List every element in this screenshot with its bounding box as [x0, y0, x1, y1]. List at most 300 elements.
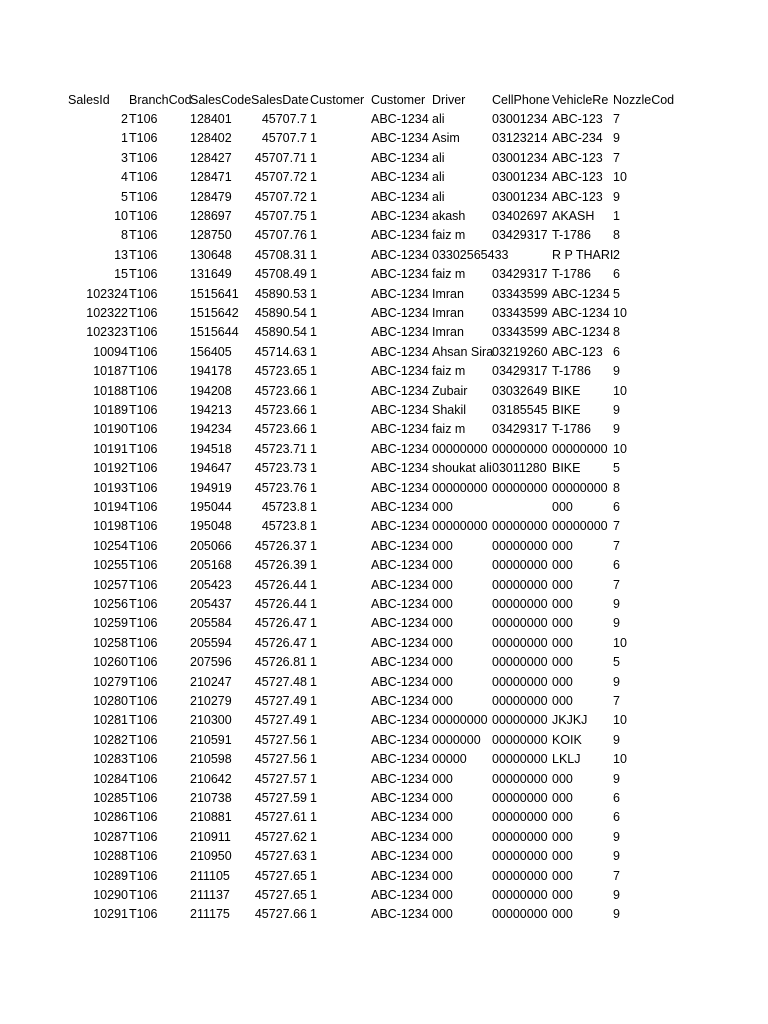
cell-driver: 000	[432, 635, 453, 650]
cell-customer-id: 1	[310, 189, 317, 204]
cell-branchcode: T106	[129, 713, 158, 728]
cell-driver: 000	[432, 597, 453, 611]
cell-salescode: 210950	[190, 849, 232, 864]
cell-salesid: 10289	[93, 868, 128, 883]
table-row	[0, 246, 768, 265]
cell-driver: 000	[432, 829, 453, 844]
cell-branchcode: T106	[129, 519, 158, 534]
cell-customer: ABC-1234	[371, 655, 429, 670]
table-row	[0, 653, 768, 672]
table-row	[0, 711, 768, 730]
cell-nozzle-code: 7	[613, 868, 620, 883]
cell-nozzle-code: 9	[613, 422, 620, 437]
cell-salesdate: 45708.49	[254, 267, 307, 282]
cell-nozzle-code: 7	[613, 538, 620, 553]
cell-salesid: 3	[121, 150, 128, 165]
cell-branchcode: T106	[129, 771, 158, 786]
cell-salesdate: 45723.66	[254, 422, 307, 437]
cell-salesdate: 45727.56	[254, 752, 307, 767]
cell-salescode: 210300	[190, 713, 232, 728]
cell-driver: 00000000	[432, 441, 488, 456]
cell-customer-id: 1	[310, 325, 317, 340]
table-row	[0, 401, 768, 420]
cell-driver: ali	[432, 112, 445, 126]
cell-salesdate: 45723.8	[261, 500, 307, 514]
cell-driver: 00000	[432, 752, 467, 767]
cell-cellphone: 00000000	[492, 538, 548, 553]
cell-salescode: 194234	[190, 422, 232, 437]
cell-customer: ABC-1234	[371, 791, 429, 805]
cell-cellphone: 03185545	[492, 403, 548, 417]
table-row	[0, 304, 768, 323]
cell-cellphone: 03343599	[492, 286, 548, 301]
cell-customer-id: 1	[310, 597, 317, 611]
cell-driver: 00000000	[432, 480, 488, 495]
cell-customer: ABC-1234	[371, 538, 429, 553]
cell-vehicle-reg: 000	[552, 635, 573, 650]
cell-nozzle-code: 9	[613, 616, 620, 631]
cell-branchcode: T106	[129, 732, 158, 747]
cell-customer: ABC-1234	[371, 461, 429, 476]
cell-salesdate: 45723.76	[254, 480, 307, 495]
cell-salesid: 10283	[93, 752, 128, 767]
cell-driver: 000	[432, 888, 453, 902]
cell-customer-id: 1	[310, 907, 317, 922]
cell-branchcode: T106	[129, 791, 158, 805]
table-row	[0, 905, 768, 924]
cell-salesid: 1	[121, 131, 128, 146]
cell-customer-id: 1	[310, 306, 317, 320]
cell-nozzle-code: 10	[613, 306, 627, 320]
cell-customer-id: 1	[310, 752, 317, 767]
cell-customer-id: 1	[310, 461, 317, 476]
cell-salescode: 194647	[190, 461, 232, 476]
header-salesdate: SalesDate	[251, 93, 309, 107]
cell-branchcode: T106	[129, 189, 158, 204]
cell-customer-id: 1	[310, 829, 317, 844]
cell-driver: Shakil	[432, 403, 467, 417]
table-row	[0, 479, 768, 498]
cell-driver: 000	[432, 791, 453, 805]
cell-customer: ABC-1234	[371, 732, 429, 747]
cell-salesid: 10198	[93, 519, 128, 534]
cell-salesdate: 45726.39	[254, 558, 307, 573]
cell-nozzle-code: 9	[613, 907, 620, 922]
cell-customer: ABC-1234	[371, 480, 429, 495]
table-row	[0, 692, 768, 711]
cell-vehicle-reg: JKJKJ	[552, 713, 588, 728]
cell-nozzle-code: 6	[613, 267, 620, 282]
cell-customer-id: 1	[310, 383, 317, 398]
cell-driver: 000	[432, 810, 453, 825]
cell-branchcode: T106	[129, 597, 158, 611]
cell-vehicle-reg: 000	[552, 500, 573, 514]
cell-customer: ABC-1234	[371, 441, 429, 456]
cell-customer: ABC-1234	[371, 170, 429, 185]
cell-salescode: 210738	[190, 791, 232, 805]
cell-branchcode: T106	[129, 112, 158, 126]
cell-vehicle-reg: 000	[552, 616, 573, 631]
cell-customer-id: 1	[310, 849, 317, 864]
cell-branchcode: T106	[129, 829, 158, 844]
cell-salesdate: 45723.73	[254, 461, 307, 476]
cell-branchcode: T106	[129, 752, 158, 767]
cell-customer-id: 1	[310, 247, 317, 262]
cell-cellphone: 03429317	[492, 422, 548, 437]
cell-driver: Imran	[432, 306, 464, 320]
cell-vehicle-reg: 000	[552, 538, 573, 553]
cell-cellphone: 00000000	[492, 674, 548, 689]
cell-customer: ABC-1234	[371, 868, 429, 883]
cell-nozzle-code: 6	[613, 344, 620, 359]
cell-driver: 000	[432, 771, 453, 786]
cell-salescode: 205168	[190, 558, 232, 573]
cell-cellphone: 00000000	[492, 849, 548, 864]
cell-salesdate: 45726.44	[254, 597, 307, 611]
table-row	[0, 537, 768, 556]
header-row	[0, 91, 768, 110]
cell-cellphone: 03001234	[492, 189, 548, 204]
cell-nozzle-code: 7	[613, 112, 620, 126]
cell-customer: ABC-1234	[371, 771, 429, 786]
cell-salesid: 15	[114, 267, 128, 282]
table-row	[0, 498, 768, 517]
cell-vehicle-reg: T-1786	[552, 267, 591, 282]
cell-vehicle-reg: ABC-123	[552, 112, 603, 126]
cell-customer: ABC-1234	[371, 616, 429, 631]
cell-salescode: 210881	[190, 810, 232, 825]
cell-salesdate: 45707.72	[254, 189, 307, 204]
cell-cellphone: 00000000	[492, 694, 548, 708]
cell-driver: faiz m	[432, 228, 466, 243]
cell-driver: 03302565433	[432, 247, 509, 262]
cell-salesdate: 45707.71	[254, 150, 307, 165]
cell-salescode: 210591	[190, 732, 232, 747]
cell-branchcode: T106	[129, 655, 158, 670]
cell-customer: ABC-1234	[371, 247, 429, 262]
cell-customer-id: 1	[310, 732, 317, 747]
cell-salescode: 205066	[190, 538, 232, 553]
cell-cellphone: 00000000	[492, 713, 548, 728]
cell-customer-id: 1	[310, 538, 317, 553]
cell-cellphone: 00000000	[492, 752, 548, 767]
cell-driver: Asim	[432, 131, 460, 146]
table-row	[0, 323, 768, 342]
cell-branchcode: T106	[129, 907, 158, 922]
cell-customer: ABC-1234	[371, 635, 429, 650]
table-row	[0, 110, 768, 129]
table-row	[0, 595, 768, 614]
cell-salesdate: 45726.47	[254, 635, 307, 650]
cell-salescode: 128471	[190, 170, 232, 185]
cell-salesdate: 45726.44	[254, 577, 307, 592]
cell-cellphone: 03001234	[492, 112, 548, 126]
cell-vehicle-reg: BIKE	[552, 403, 581, 417]
header-driver: Driver	[432, 93, 466, 107]
cell-branchcode: T106	[129, 364, 158, 379]
cell-salesdate: 45707.76	[254, 228, 307, 243]
header-vehicle-reg: VehicleRe	[552, 93, 609, 107]
cell-salescode: 128402	[190, 131, 232, 146]
cell-branchcode: T106	[129, 131, 158, 146]
cell-vehicle-reg: BIKE	[552, 383, 581, 398]
cell-customer-id: 1	[310, 519, 317, 534]
cell-customer-id: 1	[310, 441, 317, 456]
cell-customer-id: 1	[310, 131, 317, 146]
cell-nozzle-code: 9	[613, 189, 620, 204]
cell-salescode: 205437	[190, 597, 232, 611]
cell-salesdate: 45723.66	[254, 383, 307, 398]
cell-nozzle-code: 8	[613, 325, 620, 340]
cell-salesdate: 45727.57	[254, 771, 307, 786]
cell-salescode: 211175	[190, 907, 230, 922]
table-row	[0, 634, 768, 653]
cell-nozzle-code: 9	[613, 888, 620, 902]
cell-customer: ABC-1234	[371, 674, 429, 689]
cell-salescode: 210911	[190, 829, 231, 844]
cell-salesid: 10189	[93, 403, 128, 417]
cell-salesid: 10255	[93, 558, 128, 573]
cell-vehicle-reg: 000	[552, 849, 573, 864]
cell-salescode: 194919	[190, 480, 232, 495]
cell-salescode: 211105	[190, 868, 230, 883]
cell-customer-id: 1	[310, 228, 317, 243]
cell-salesdate: 45708.31	[254, 247, 307, 262]
table-row	[0, 362, 768, 381]
cell-salesid: 10286	[93, 810, 128, 825]
cell-nozzle-code: 9	[613, 829, 620, 844]
cell-customer-id: 1	[310, 810, 317, 825]
cell-salesid: 2	[121, 112, 128, 126]
cell-cellphone: 03429317	[492, 267, 548, 282]
cell-branchcode: T106	[129, 694, 158, 708]
cell-salesid: 102323	[86, 325, 128, 340]
cell-salescode: 207596	[190, 655, 232, 670]
cell-driver: ali	[432, 170, 445, 185]
cell-driver: 000	[432, 558, 453, 573]
cell-branchcode: T106	[129, 422, 158, 437]
cell-nozzle-code: 9	[613, 131, 620, 146]
table-row	[0, 168, 768, 187]
cell-cellphone: 00000000	[492, 791, 548, 805]
cell-nozzle-code: 7	[613, 519, 620, 534]
table-row	[0, 828, 768, 847]
cell-driver: 000	[432, 616, 453, 631]
cell-vehicle-reg: 000	[552, 655, 573, 670]
cell-customer: ABC-1234	[371, 829, 429, 844]
cell-customer-id: 1	[310, 209, 317, 223]
table-row	[0, 886, 768, 905]
cell-customer: ABC-1234	[371, 577, 429, 592]
cell-customer: ABC-1234	[371, 752, 429, 767]
cell-cellphone	[492, 246, 552, 265]
cell-driver: 000	[432, 655, 453, 670]
cell-salescode: 205584	[190, 616, 232, 631]
cell-customer-id: 1	[310, 655, 317, 670]
cell-salesid: 10190	[93, 422, 128, 437]
table-row	[0, 770, 768, 789]
cell-vehicle-reg: 000	[552, 791, 573, 805]
cell-cellphone: 03343599	[492, 325, 548, 340]
cell-customer-id: 1	[310, 422, 317, 437]
cell-customer: ABC-1234	[371, 422, 429, 437]
cell-vehicle-reg: KOIK	[552, 732, 582, 747]
cell-nozzle-code: 5	[613, 655, 620, 670]
cell-salesdate: 45707.75	[254, 209, 307, 223]
cell-salescode: 195048	[190, 519, 232, 534]
table-row	[0, 673, 768, 692]
cell-customer: ABC-1234	[371, 209, 429, 223]
cell-vehicle-reg: 000	[552, 888, 573, 902]
cell-customer-id: 1	[310, 500, 317, 514]
table-row	[0, 420, 768, 439]
cell-vehicle-reg: 00000000	[552, 519, 608, 534]
table-row	[0, 285, 768, 304]
cell-branchcode: T106	[129, 480, 158, 495]
cell-driver: Imran	[432, 325, 464, 340]
cell-cellphone	[492, 498, 552, 517]
cell-salesdate: 45726.47	[254, 616, 307, 631]
cell-customer-id: 1	[310, 713, 317, 728]
cell-salesdate: 45727.65	[254, 868, 307, 883]
cell-salesid: 10288	[93, 849, 128, 864]
cell-cellphone: 00000000	[492, 519, 548, 534]
cell-salesid: 10193	[93, 480, 128, 495]
cell-nozzle-code: 10	[613, 635, 627, 650]
cell-salesid: 10191	[93, 441, 128, 456]
cell-salesid: 10287	[93, 829, 128, 844]
header-nozzle-code: NozzleCod	[613, 93, 675, 107]
header-salesid: SalesId	[68, 93, 110, 107]
cell-nozzle-code: 9	[613, 732, 620, 747]
header-customer: Customer	[371, 93, 426, 107]
cell-customer-id: 1	[310, 403, 317, 417]
cell-driver: faiz m	[432, 364, 466, 379]
cell-cellphone: 00000000	[492, 888, 548, 902]
cell-salesdate: 45707.72	[254, 170, 307, 185]
cell-salesid: 10260	[93, 655, 128, 670]
cell-cellphone: 03032649	[492, 383, 548, 398]
cell-customer-id: 1	[310, 868, 317, 883]
cell-cellphone: 03429317	[492, 228, 548, 243]
cell-cellphone: 00000000	[492, 732, 548, 747]
cell-branchcode: T106	[129, 209, 158, 223]
cell-customer-id: 1	[310, 364, 317, 379]
cell-driver: Ahsan Sira	[432, 344, 494, 359]
cell-salescode: 210642	[190, 771, 232, 786]
cell-cellphone: 03429317	[492, 364, 548, 379]
cell-driver: faiz m	[432, 422, 466, 437]
cell-salesdate: 45727.48	[254, 674, 307, 689]
cell-vehicle-reg: 000	[552, 558, 573, 573]
cell-salesid: 10257	[93, 577, 128, 592]
cell-driver: akash	[432, 209, 466, 223]
header-customer-id: Customer	[310, 93, 365, 107]
cell-nozzle-code: 9	[613, 597, 620, 611]
cell-branchcode: T106	[129, 325, 158, 340]
cell-customer-id: 1	[310, 694, 317, 708]
cell-branchcode: T106	[129, 228, 158, 243]
cell-cellphone: 03123214	[492, 131, 548, 146]
cell-vehicle-reg: 000	[552, 771, 573, 786]
cell-customer: ABC-1234	[371, 403, 429, 417]
cell-customer: ABC-1234	[371, 713, 429, 728]
cell-salesdate: 45723.66	[254, 403, 307, 417]
cell-customer-id: 1	[310, 791, 317, 805]
cell-customer: ABC-1234	[371, 597, 429, 611]
cell-nozzle-code: 6	[613, 810, 620, 825]
cell-nozzle-code: 6	[613, 500, 620, 514]
cell-customer: ABC-1234	[371, 907, 429, 922]
cell-salesid: 102324	[86, 286, 128, 301]
cell-branchcode: T106	[129, 170, 158, 185]
cell-vehicle-reg: 000	[552, 810, 573, 825]
cell-salesid: 10192	[93, 461, 128, 476]
header-branchcode: BranchCod	[129, 93, 192, 107]
cell-customer-id: 1	[310, 558, 317, 573]
cell-nozzle-code: 10	[613, 170, 627, 185]
cell-cellphone: 00000000	[492, 577, 548, 592]
cell-salesdate: 45726.37	[254, 538, 307, 553]
cell-customer: ABC-1234	[371, 383, 429, 398]
cell-customer: ABC-1234	[371, 849, 429, 864]
cell-nozzle-code: 9	[613, 771, 620, 786]
table-row	[0, 750, 768, 769]
cell-nozzle-code: 9	[613, 849, 620, 864]
cell-salescode: 1515641	[190, 286, 239, 301]
cell-salesdate: 45890.54	[254, 325, 307, 340]
cell-customer: ABC-1234	[371, 306, 429, 320]
cell-cellphone: 03001234	[492, 150, 548, 165]
table-row	[0, 382, 768, 401]
table-row	[0, 440, 768, 459]
cell-cellphone: 03011280	[492, 461, 547, 476]
cell-branchcode: T106	[129, 577, 158, 592]
cell-salesdate: 45723.71	[254, 441, 307, 456]
cell-nozzle-code: 8	[613, 480, 620, 495]
cell-vehicle-reg: ABC-123	[552, 189, 603, 204]
cell-nozzle-code: 1	[613, 209, 620, 223]
cell-driver: 000	[432, 577, 453, 592]
cell-salesdate: 45727.66	[254, 907, 307, 922]
cell-driver: ali	[432, 150, 445, 165]
cell-cellphone: 00000000	[492, 635, 548, 650]
cell-cellphone: 03343599	[492, 306, 548, 320]
cell-nozzle-code: 6	[613, 558, 620, 573]
cell-salesdate: 45726.81	[254, 655, 307, 670]
cell-cellphone: 00000000	[492, 655, 548, 670]
cell-salesdate: 45723.8	[261, 519, 307, 534]
cell-salesdate: 45727.65	[254, 888, 307, 902]
cell-salesid: 10	[114, 209, 128, 223]
cell-salescode: 194213	[190, 403, 232, 417]
cell-branchcode: T106	[129, 150, 158, 165]
cell-salesid: 102322	[86, 306, 128, 320]
cell-vehicle-reg: 000	[552, 597, 573, 611]
cell-salesid: 10290	[93, 888, 128, 902]
header-cellphone: CellPhone	[492, 93, 550, 107]
cell-vehicle-reg: AKASH	[552, 209, 595, 223]
cell-customer: ABC-1234	[371, 228, 429, 243]
cell-cellphone: 00000000	[492, 441, 548, 456]
cell-salescode: 128750	[190, 228, 232, 243]
cell-salescode: 195044	[190, 500, 232, 514]
cell-nozzle-code: 7	[613, 577, 620, 592]
cell-customer-id: 1	[310, 267, 317, 282]
cell-salesid: 10256	[93, 597, 128, 611]
cell-salesid: 4	[121, 170, 128, 185]
cell-vehicle-reg: T-1786	[552, 364, 591, 379]
